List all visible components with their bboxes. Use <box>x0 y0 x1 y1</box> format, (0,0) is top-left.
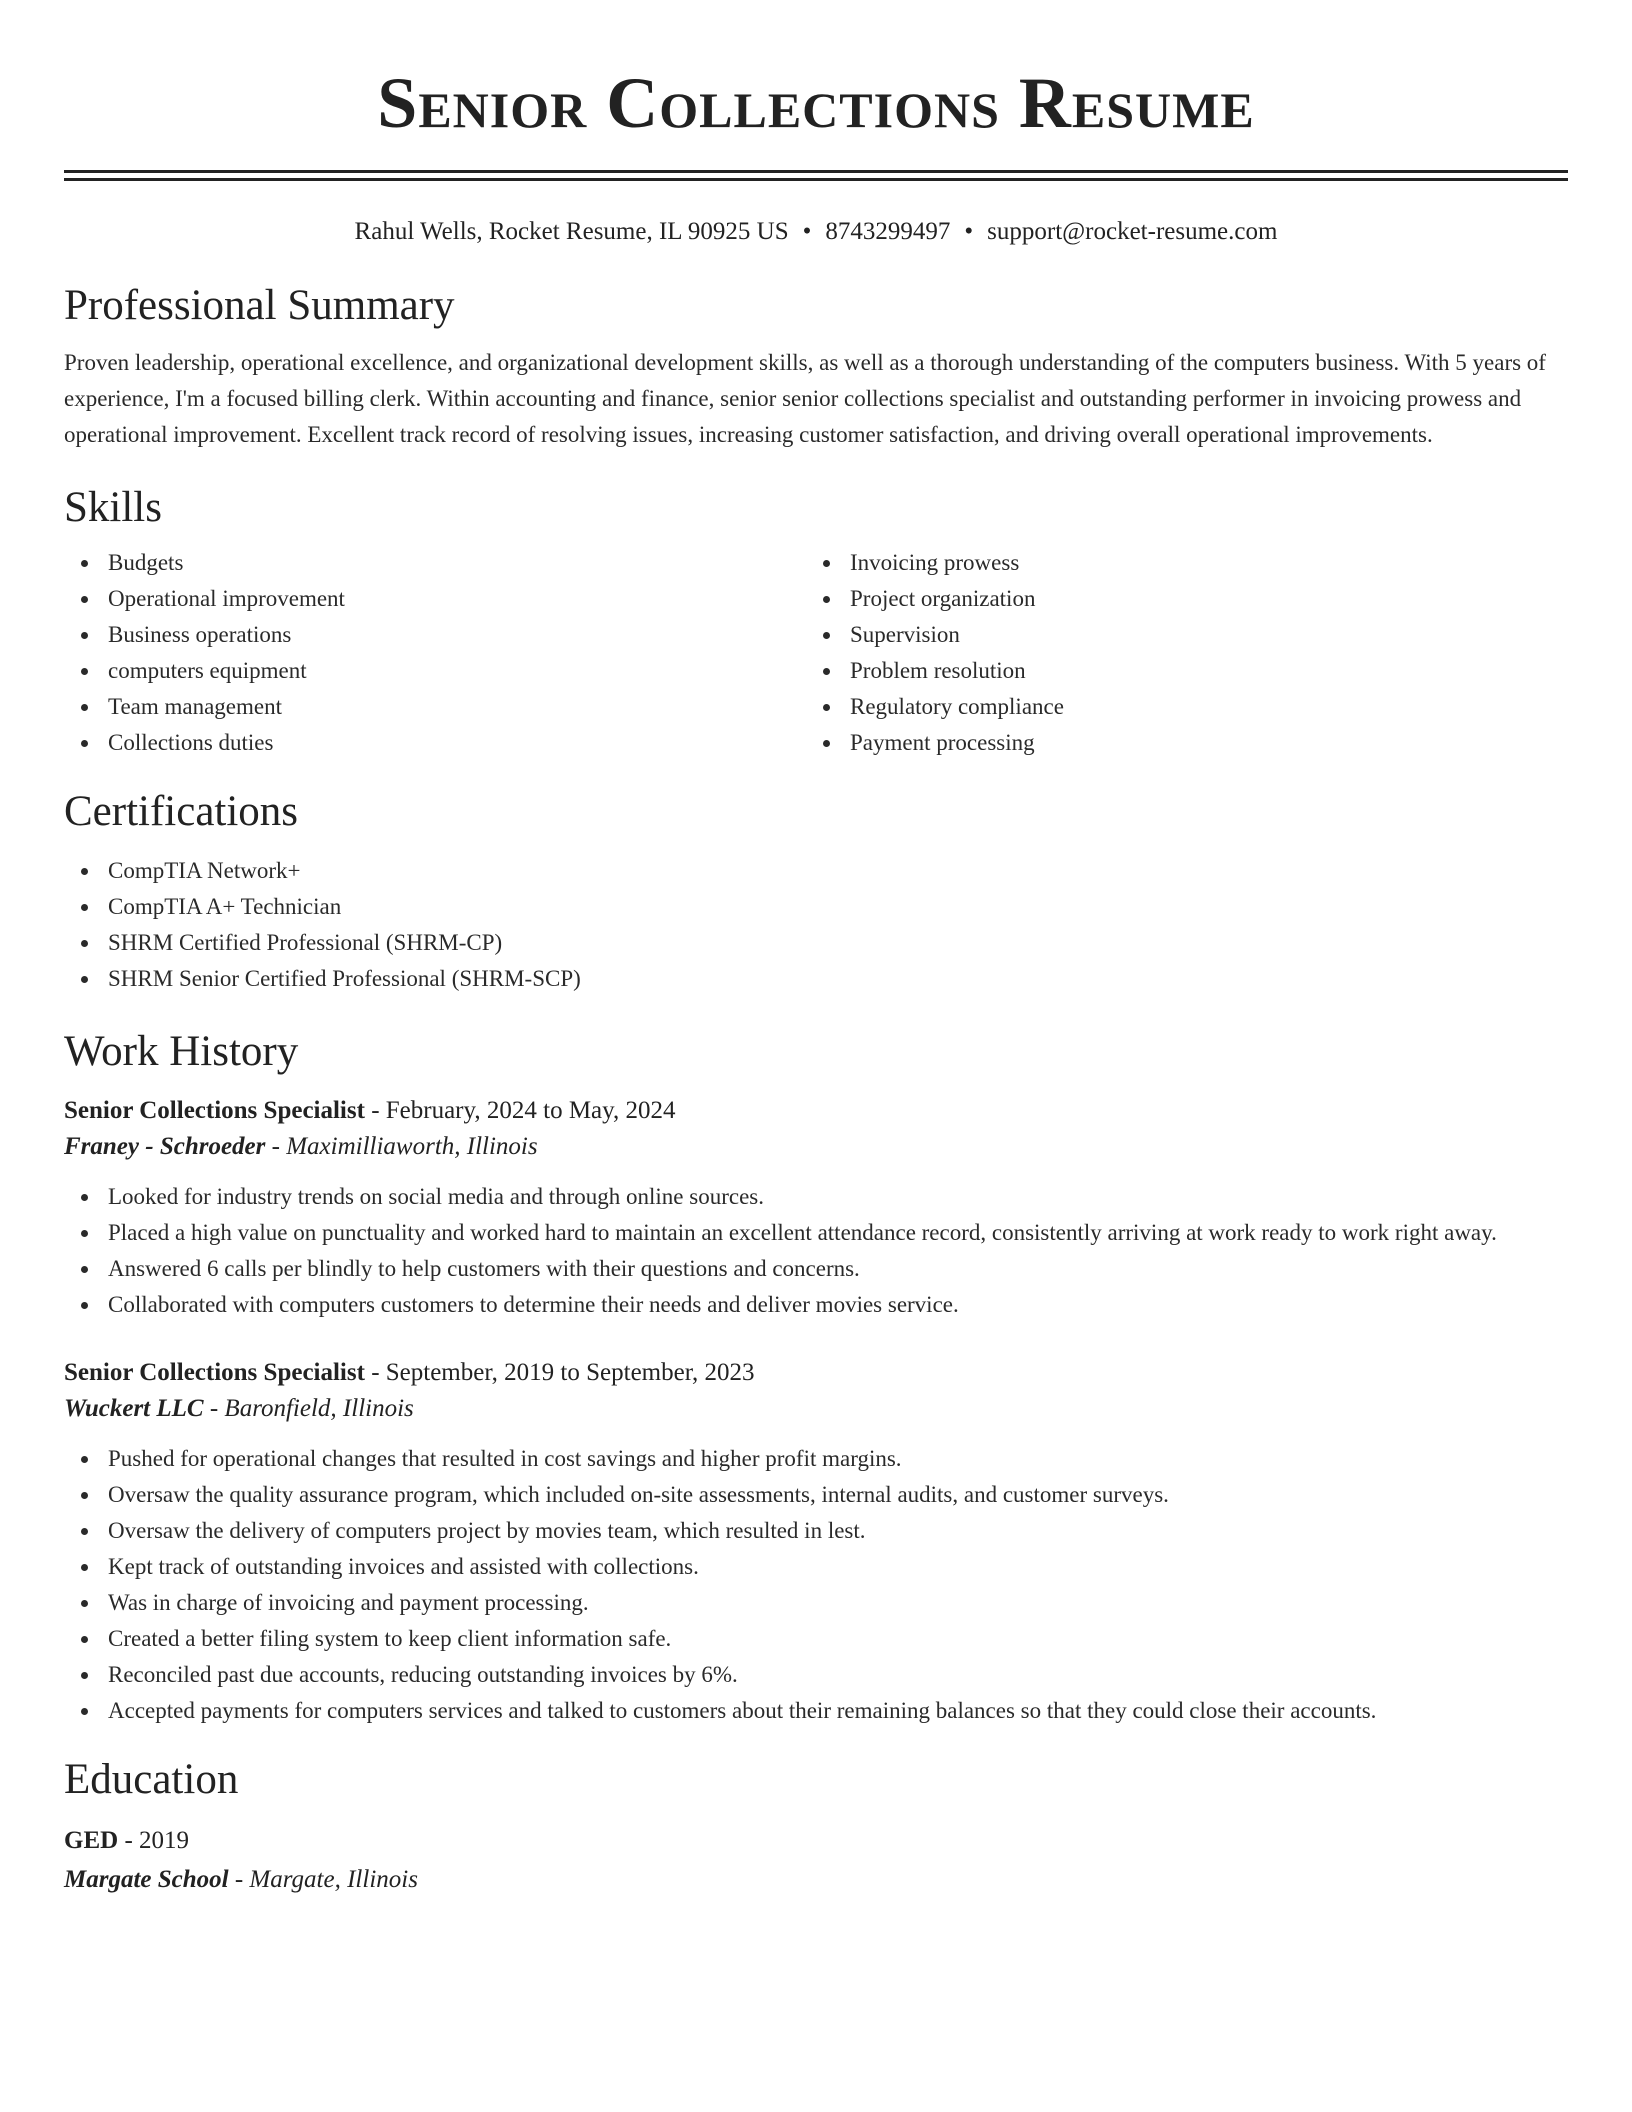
contact-separator: • <box>964 218 974 245</box>
skill-item: Payment processing <box>806 725 1548 761</box>
skill-item: Project organization <box>806 581 1548 617</box>
education-degree-line <box>64 1821 1568 1861</box>
education-school: Margate School <box>64 1866 229 1893</box>
job-company-line <box>64 1391 1568 1427</box>
skill-item: computers equipment <box>64 653 806 689</box>
job-company: Wuckert LLC <box>64 1395 204 1422</box>
job-title-line <box>64 1355 1568 1391</box>
title-divider-bottom <box>64 178 1568 181</box>
job-company: Franey - Schroeder <box>64 1133 266 1160</box>
skill-item: Operational improvement <box>64 581 806 617</box>
resume-page <box>64 0 1568 1899</box>
job-bullet: Oversaw the quality assurance program, which included on-site assessments, internal audits, and customer surveys. <box>64 1477 1568 1513</box>
job-bullet: Oversaw the delivery of computers project by movies team, which resulted in lest. <box>64 1513 1568 1549</box>
job-bullet: Collaborated with computers customers to determine their needs and deliver movies service. <box>64 1287 1568 1323</box>
job-bullet: Placed a high value on punctuality and worked hard to maintain an excellent attendance record, consistently arriving at work ready to work right away. <box>64 1215 1568 1251</box>
contact-line <box>64 217 1568 247</box>
job-bullet: Looked for industry trends on social media and through online sources. <box>64 1179 1568 1215</box>
skill-item: Budgets <box>64 545 806 581</box>
certifications-list <box>64 853 1568 997</box>
job-bullet: Was in charge of invoicing and payment processing. <box>64 1585 1568 1621</box>
job-bullet: Pushed for operational changes that resulted in cost savings and higher profit margins. <box>64 1441 1568 1477</box>
job-location: - Baronfield, Illinois <box>203 1395 414 1422</box>
job-bullet: Reconciled past due accounts, reducing outstanding invoices by 6%. <box>64 1657 1568 1693</box>
job-bullet: Kept track of outstanding invoices and assisted with collections. <box>64 1549 1568 1585</box>
job-bullet: Answered 6 calls per blindly to help customers with their questions and concerns. <box>64 1251 1568 1287</box>
education-degree: GED <box>64 1827 119 1854</box>
summary-text: Proven leadership, operational excellence, and organizational development skills, as well as a thorough understanding of the computers business. With 5 years of experience, I'm a focused billing clerk. Within accounting and finance, senior senior collections specialist and outstanding performer in invoicing prowess and operational improvement. Excellent track record of resolving issues, increasing customer satisfaction, and driving overall operational improvements. <box>64 350 1546 447</box>
skill-item: Invoicing prowess <box>806 545 1548 581</box>
certification-item: CompTIA Network+ <box>64 853 1568 889</box>
job-dates: - February, 2024 to May, 2024 <box>364 1097 676 1124</box>
job-dates: - September, 2019 to September, 2023 <box>364 1359 755 1386</box>
work-history-heading: Work History <box>64 1028 299 1075</box>
education-school-line <box>64 1861 1568 1899</box>
certification-item: CompTIA A+ Technician <box>64 889 1568 925</box>
skill-item: Team management <box>64 689 806 725</box>
skill-item: Regulatory compliance <box>806 689 1548 725</box>
education-entry <box>64 1821 1568 1899</box>
skills-column-left <box>64 545 806 761</box>
job-bullet: Created a better filing system to keep client information safe. <box>64 1621 1568 1657</box>
job-bullets <box>64 1441 1568 1729</box>
job-bullets <box>64 1179 1568 1323</box>
contact-phone: 8743299497 <box>825 218 951 245</box>
job-role: Senior Collections Specialist <box>64 1097 365 1124</box>
skills-grid <box>64 545 1568 761</box>
contact-email: support@rocket-resume.com <box>987 218 1278 245</box>
education-heading: Education <box>64 1756 239 1803</box>
skills-column-right <box>806 545 1548 761</box>
skills-heading: Skills <box>64 484 162 531</box>
job-company-line <box>64 1129 1568 1165</box>
skill-item: Supervision <box>806 617 1548 653</box>
job-role: Senior Collections Specialist <box>64 1359 365 1386</box>
contact-separator: • <box>802 218 812 245</box>
skill-item: Business operations <box>64 617 806 653</box>
job-location: - Maximilliaworth, Illinois <box>265 1133 538 1160</box>
job-bullet: Accepted payments for computers services and talked to customers about their remaining balances so that they could close their accounts. <box>64 1693 1568 1729</box>
education-location: - Margate, Illinois <box>228 1866 418 1893</box>
summary-heading: Professional Summary <box>64 282 455 329</box>
resume-title: Senior Collections Resume <box>377 63 1255 143</box>
education-year: - 2019 <box>118 1827 190 1854</box>
contact-address: Rahul Wells, Rocket Resume, IL 90925 US <box>354 218 789 245</box>
skill-item: Problem resolution <box>806 653 1548 689</box>
title-divider-top <box>64 170 1568 173</box>
job-entry <box>64 1093 1568 1323</box>
job-title-line <box>64 1093 1568 1129</box>
certifications-heading: Certifications <box>64 788 299 835</box>
certification-item: SHRM Certified Professional (SHRM-CP) <box>64 925 1568 961</box>
job-entry <box>64 1355 1568 1729</box>
skill-item: Collections duties <box>64 725 806 761</box>
certification-item: SHRM Senior Certified Professional (SHRM-SCP) <box>64 961 1568 997</box>
